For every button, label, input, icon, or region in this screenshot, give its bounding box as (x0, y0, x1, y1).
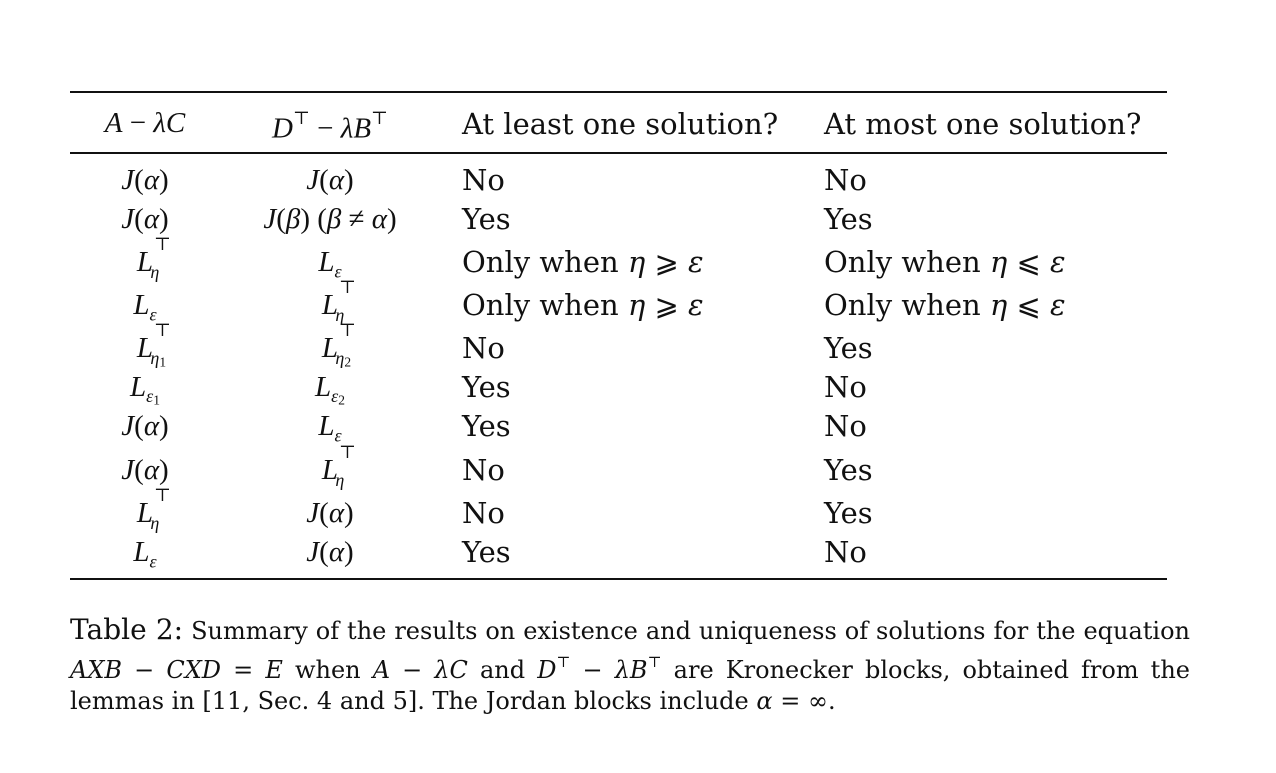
row9-at-least: No (462, 496, 505, 530)
row8-at-least: No (462, 453, 505, 487)
row2-pencil-d: J(β) (β ≠ α) (263, 203, 397, 235)
row8-pencil-d: L ⊤ η (321, 441, 356, 491)
row3-at-least: Only when η ⩾ ε (462, 245, 704, 279)
header-pencil-d: D⊤ − λB⊤ (272, 108, 388, 145)
row10-pencil-d: J(α) (306, 536, 354, 568)
table-top-rule (70, 91, 1167, 93)
row3-pencil-d: $L_\varepsilon$ (318, 246, 342, 282)
row3-at-most: Only when η ⩽ ε (824, 245, 1066, 279)
row9-pencil-d: J(α) (306, 497, 354, 529)
row4-pencil-d: L ⊤ η (321, 276, 356, 326)
header-at-least-one: At least one solution? (462, 107, 779, 141)
row7-pencil-d: $L_\varepsilon$ (318, 410, 342, 446)
row5-at-most: Yes (824, 331, 873, 365)
row5-pencil-a: L ⊤ η1 (136, 319, 171, 370)
row1-pencil-a: J(α) (121, 164, 169, 196)
row8-pencil-a: J(α) (121, 454, 169, 486)
row9-at-most: Yes (824, 496, 873, 530)
row7-at-most: No (824, 409, 867, 443)
row10-at-most: No (824, 535, 867, 569)
header-pencil-a: A − λC (104, 107, 186, 139)
row5-at-least: No (462, 331, 505, 365)
row8-at-most: Yes (824, 453, 873, 487)
row2-at-least: Yes (462, 202, 511, 236)
row5-pencil-d: L ⊤ η2 (321, 319, 356, 370)
table-bottom-rule (70, 578, 1167, 580)
row2-at-most: Yes (824, 202, 873, 236)
caption-label: Table 2: (70, 613, 184, 646)
row7-pencil-a: J(α) (121, 410, 169, 442)
row1-pencil-d: J(α) (306, 164, 354, 196)
row6-pencil-a: $L_{\varepsilon 1}$ (130, 371, 160, 408)
row2-pencil-a: J(α) (121, 203, 169, 235)
row4-at-least: Only when η ⩾ ε (462, 288, 704, 322)
row7-at-least: Yes (462, 409, 511, 443)
table-caption: Table 2: Summary of the results on existence and uniqueness of solutions for the equation AXB − CXD = E when A − λC and D⊤ − λB⊤ are Kronecker blocks, obtained from the lemmas in [11, Sec. 4 and 5]. The Jordan blocks include α = ∞. (70, 613, 1191, 716)
row1-at-most: No (824, 163, 867, 197)
table-header-rule (70, 152, 1167, 154)
row6-at-most: No (824, 370, 867, 404)
row4-pencil-a: $L_\varepsilon$ (133, 289, 157, 325)
row6-at-least: Yes (462, 370, 511, 404)
row9-pencil-a: L ⊤ η (136, 484, 171, 534)
row3-pencil-a: L ⊤ η (136, 233, 171, 283)
row6-pencil-d: $L_{\varepsilon 2}$ (315, 371, 345, 408)
header-at-most-one: At most one solution? (824, 107, 1142, 141)
row10-pencil-a: $L_\varepsilon$ (133, 536, 157, 572)
row1-at-least: No (462, 163, 505, 197)
row10-at-least: Yes (462, 535, 511, 569)
row4-at-most: Only when η ⩽ ε (824, 288, 1066, 322)
